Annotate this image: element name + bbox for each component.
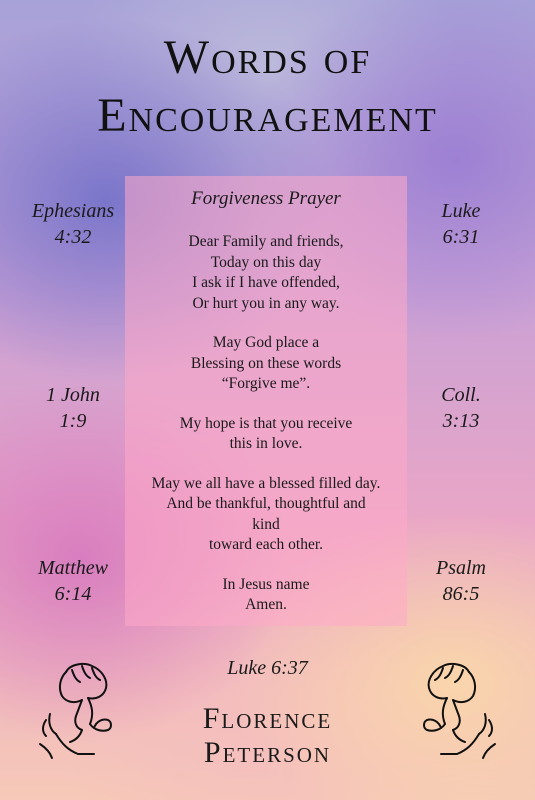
prayer-line: May we all have a blessed filled day.	[151, 474, 381, 492]
stanza-1	[125, 232, 407, 314]
stanza-4	[125, 474, 407, 556]
prayer-line: Or hurt you in any way.	[192, 294, 340, 312]
verse-book: Ephesians	[31, 200, 115, 222]
verse-1-john	[18, 382, 128, 434]
verse-ref: 3:13	[442, 410, 480, 432]
verse-book: Matthew	[38, 557, 108, 579]
verse-ref: 6:14	[54, 583, 92, 605]
prayer-line: Amen.	[245, 596, 287, 613]
prayer-line: Blessing on these words	[190, 354, 342, 372]
prayer-line: “Forgive me”.	[221, 375, 311, 392]
praying-hands-icon	[36, 658, 122, 762]
verse-book: Psalm	[436, 557, 486, 579]
verse-coll	[406, 382, 516, 434]
title-line-1: Words of	[163, 31, 372, 84]
prayer-line: May God place a	[212, 334, 320, 351]
verse-matthew	[18, 555, 128, 607]
prayer-line: this in love.	[229, 435, 303, 452]
praying-hands-icon	[413, 658, 499, 762]
prayer-line: toward each other.	[208, 536, 324, 553]
stanza-5	[125, 575, 407, 616]
verse-book: Coll.	[441, 384, 481, 406]
bottom-verse-luke-6-37: Luke 6:37	[227, 657, 308, 679]
prayer-line: Dear Family and friends,	[188, 233, 344, 250]
stanza-3	[125, 414, 407, 455]
prayer-line: My hope is that you receive	[179, 414, 353, 432]
verse-psalm	[406, 555, 516, 607]
prayer-line: Today on this day	[210, 253, 322, 271]
verse-ref: 1:9	[59, 410, 87, 432]
author-last-name: Peterson	[203, 736, 332, 769]
prayer-line: I ask if I have offended,	[192, 274, 340, 291]
verse-ref: 4:32	[54, 226, 92, 248]
verse-luke	[406, 198, 516, 250]
verse-ephesians	[18, 198, 128, 250]
verse-ref: 86:5	[442, 583, 480, 605]
prayer-line: kind	[252, 515, 280, 533]
prayer-body	[125, 232, 407, 635]
prayer-line: In Jesus name	[222, 575, 310, 593]
prayer-line: And be thankful, thoughtful and	[166, 495, 366, 512]
verse-ref: 6:31	[442, 226, 480, 248]
stanza-2	[125, 333, 407, 395]
author-first-name: Florence	[202, 702, 333, 735]
verse-book: 1 John	[46, 384, 100, 406]
verse-book: Luke	[441, 200, 481, 222]
title-line-2: Encouragement	[97, 89, 438, 142]
prayer-title: Forgiveness Prayer	[191, 188, 341, 209]
